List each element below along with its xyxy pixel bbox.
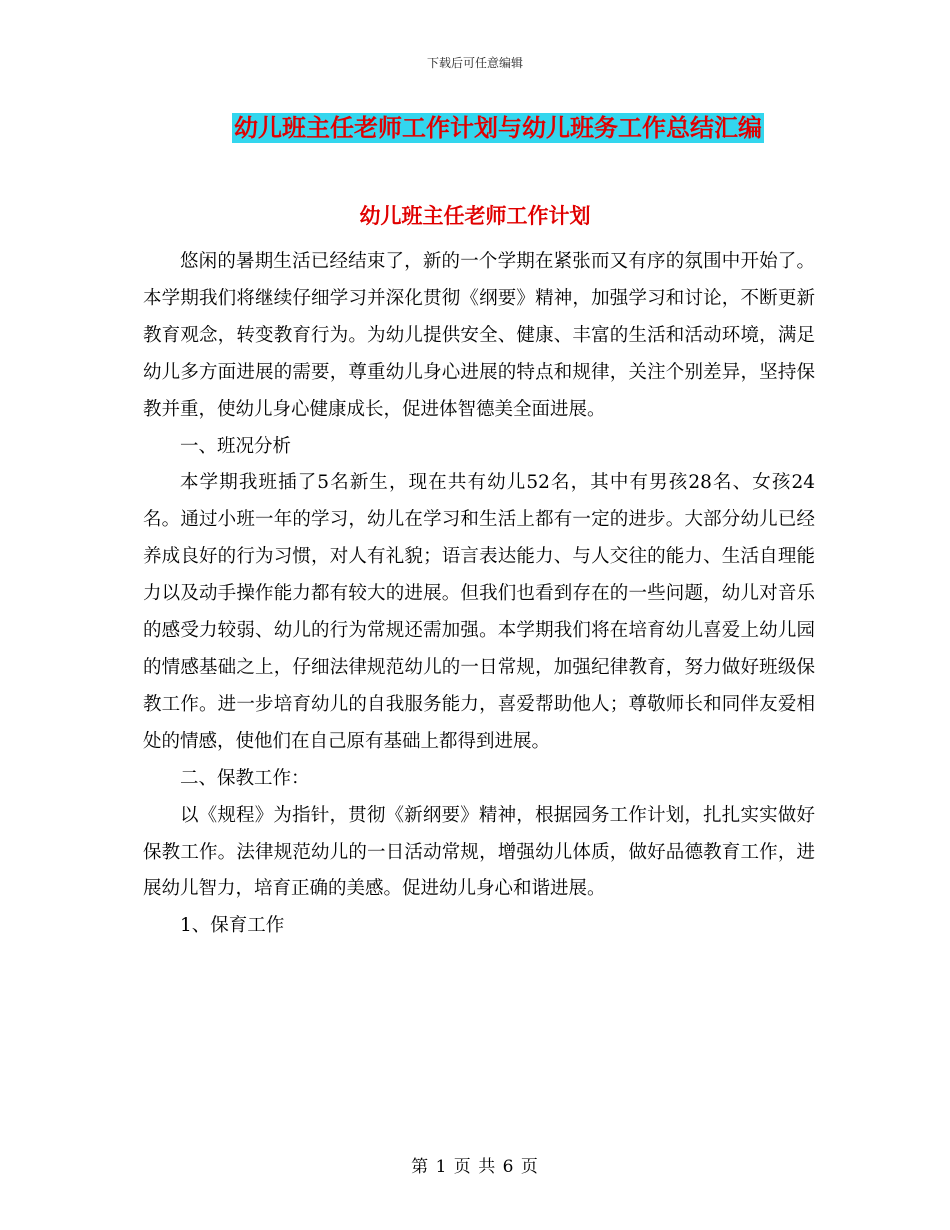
heading-care-education: 二、保教工作： (180, 767, 310, 789)
document-body (143, 244, 815, 945)
paragraph-class-analysis: 本学期我班插了5名新生，现在共有幼儿52名，其中有男孩28名、女孩24名。通过小班一年的学习，幼儿在学习和生活上都有一定的进步。大部分幼儿已经养成良好的行为习惯，对人有礼貌；语言表达能力、与人交往的能力、生活自理能力以及动手操作能力都有较大的进展。但我们也看到存在的一些问题，幼儿对音乐的感受力较弱、幼儿的行为常规还需加强。本学期我们将在培育幼儿喜爱上幼儿园的情感基础之上，仔细法律规范幼儿的一日常规，加强纪律教育，努力做好班级保教工作。进一步培育幼儿的自我服务能力，喜爱帮助他人；尊敬师长和同伴友爱相处的情感，使他们在自己原有基础上都得到进展。 (143, 472, 815, 752)
paragraph-care-education: 以《规程》为指针，贯彻《新纲要》精神，根据园务工作计划，扎扎实实做好保教工作。法律规范幼儿的一日活动常规，增强幼儿体质，做好品德教育工作，进展幼儿智力，培育正确的美感。促进幼儿身心和谐进展。 (143, 804, 815, 900)
heading-class-analysis: 一、班况分析 (180, 435, 292, 457)
page-number: 第 1 页 共 6 页 (411, 1157, 539, 1177)
paragraph-intro: 悠闲的暑期生活已经结束了，新的一个学期在紧张而又有序的氛围中开始了。本学期我们将继续仔细学习并深化贯彻《纲要》精神，加强学习和讨论，不断更新教育观念，转变教育行为。为幼儿提供安全、健康、丰富的生活和活动环境，满足幼儿多方面进展的需要，尊重幼儿身心进展的特点和规律，关注个别差异，坚持保教并重，使幼儿身心健康成长，促进体智德美全面进展。 (143, 251, 815, 420)
heading-care-work: 1、保育工作 (180, 915, 285, 937)
header-note: 下载后可任意编辑 (426, 56, 523, 70)
document-title-text: 幼儿班主任老师工作计划与幼儿班务工作总结汇编 (234, 114, 762, 142)
document-title (0, 110, 950, 146)
section-title: 幼儿班主任老师工作计划 (359, 204, 591, 228)
